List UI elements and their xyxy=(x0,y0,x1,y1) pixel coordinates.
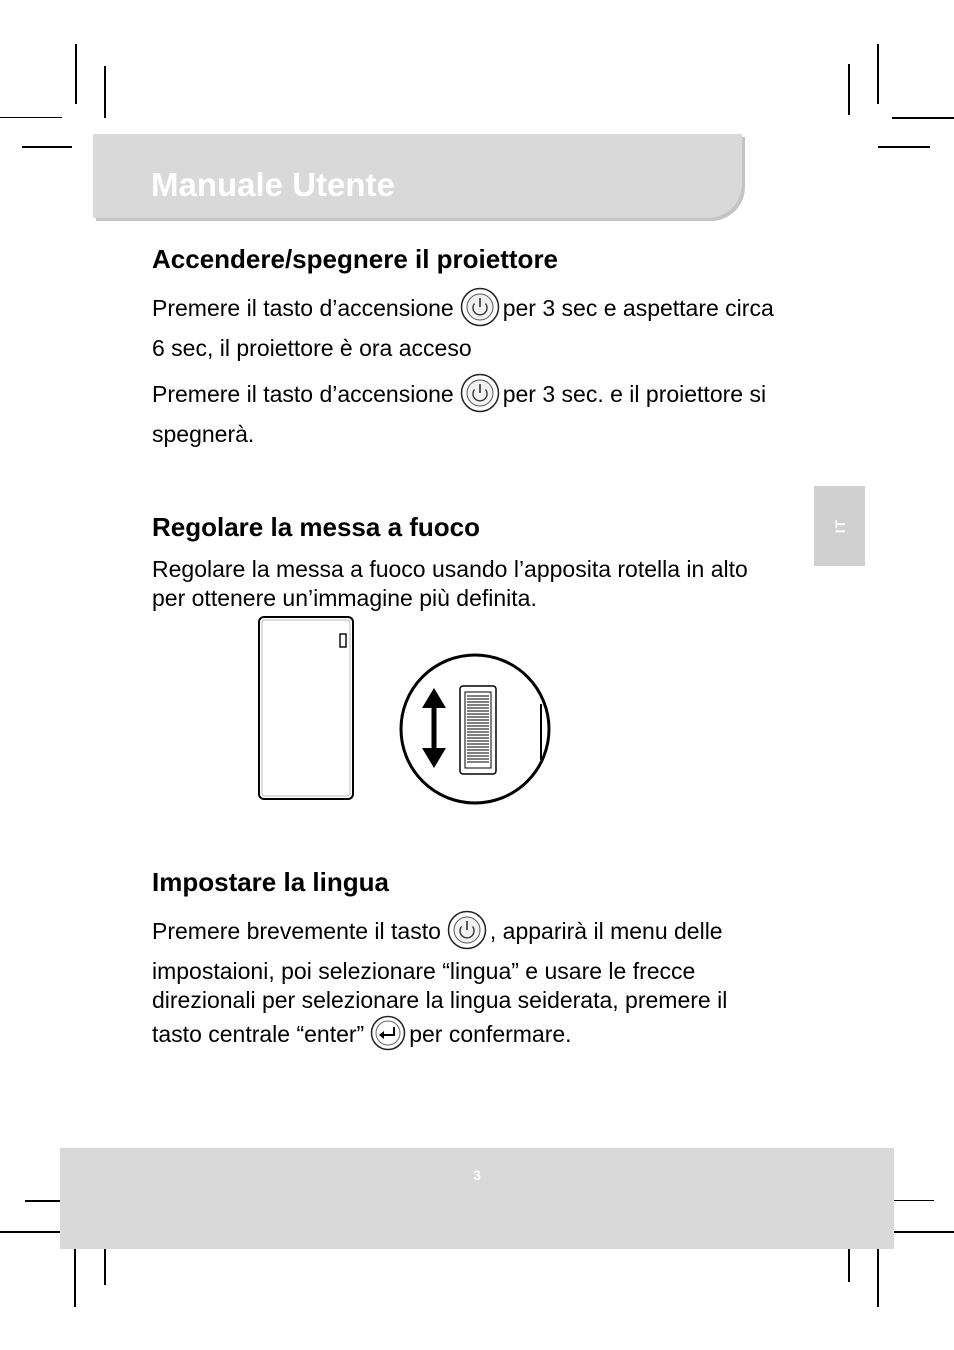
crop-mark xyxy=(894,1231,954,1233)
crop-mark xyxy=(75,44,77,104)
crop-mark xyxy=(22,146,72,148)
focus-illustration xyxy=(250,612,560,817)
power-on-paragraph xyxy=(152,287,792,363)
crop-mark xyxy=(878,146,930,148)
section-heading-power: Accendere/spegnere il proiettore xyxy=(152,244,559,274)
crop-mark xyxy=(892,117,954,119)
section-heading-focus: Regolare la messa a fuoco xyxy=(152,512,481,542)
crop-mark xyxy=(877,1249,879,1307)
crop-mark xyxy=(848,64,850,115)
power-button-icon xyxy=(447,910,487,957)
crop-mark xyxy=(877,44,879,104)
paragraph-text: Premere brevemente il tasto xyxy=(152,918,441,944)
crop-mark xyxy=(104,1249,106,1285)
focus-paragraph: Regolare la messa a fuoco usando l’apposita rotella in alto per ottenere un’immagine più definita. xyxy=(152,556,748,611)
footer-band xyxy=(60,1148,894,1249)
power-off-paragraph xyxy=(152,373,792,449)
paragraph-text: Premere il tasto d’accensione xyxy=(152,381,454,407)
power-button-icon xyxy=(460,287,500,334)
header-band xyxy=(93,134,742,218)
paragraph-text: per 3 sec. e il proiettore si spegnerà. xyxy=(152,381,767,447)
crop-mark xyxy=(0,1231,60,1233)
crop-mark xyxy=(0,117,62,118)
paragraph-text: per confermare. xyxy=(409,1021,572,1047)
crop-mark xyxy=(74,1249,76,1307)
crop-mark xyxy=(25,1200,61,1202)
focus-wheel-icon xyxy=(401,655,549,803)
page-number: 3 xyxy=(473,1167,481,1183)
projector-side-icon xyxy=(259,617,353,799)
language-tab-label: IT xyxy=(831,518,848,534)
power-button-icon xyxy=(460,373,500,420)
crop-mark xyxy=(894,1200,934,1201)
crop-mark xyxy=(104,66,106,118)
section-heading-language: Impostare la lingua xyxy=(152,867,389,897)
language-tab xyxy=(814,486,865,566)
paragraph-text: per 3 sec e aspettare circa 6 sec, il proiettore è ora acceso xyxy=(152,295,774,361)
enter-button-icon xyxy=(370,1015,406,1058)
paragraph-text: Premere il tasto d’accensione xyxy=(152,295,454,321)
page-title: Manuale Utente xyxy=(151,166,395,203)
crop-mark xyxy=(848,1249,850,1282)
language-paragraph xyxy=(152,910,782,1058)
paragraph-text: , apparirà il menu delle impostaioni, poi selezionare “lingua” e usare le frecce direzionali per selezionare la lingua seiderata, premere il tasto centrale “enter” xyxy=(152,918,728,1047)
